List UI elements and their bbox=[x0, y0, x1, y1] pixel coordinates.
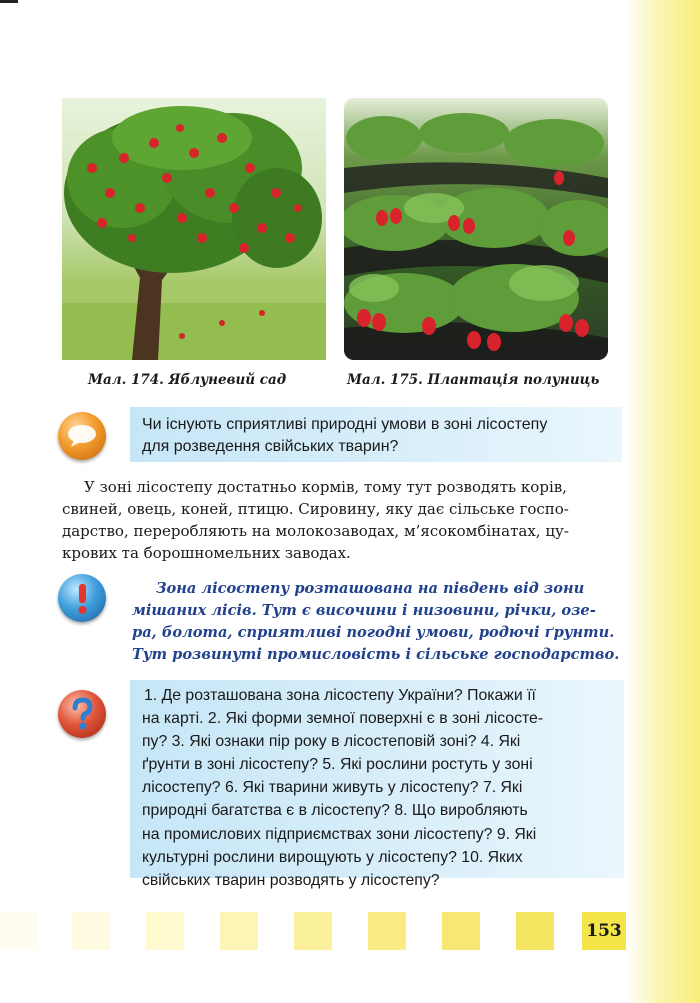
apple-orchard-photo bbox=[62, 98, 326, 360]
strawberry-plantation-photo bbox=[344, 98, 608, 360]
speech-bubble-icon bbox=[58, 412, 106, 460]
discussion-question-text bbox=[142, 414, 547, 458]
review-question-line: свійських тварин розводять у лісостепу? bbox=[142, 871, 440, 889]
paragraph-line: У зоні лісостепу достатньо кормів, тому тут розводять корів, bbox=[84, 478, 567, 496]
conclusion-line: Зона лісостепу розташована на південь від зони bbox=[156, 580, 585, 597]
decor-square bbox=[516, 912, 554, 950]
discussion-question-line: Чи існують сприятливі природні умови в зоні лісостепу bbox=[142, 416, 548, 433]
review-question-line: на промислових підприємствах зони лісостепу? 9. Які bbox=[142, 825, 537, 843]
discussion-question-line: для розведення свійських тварин? bbox=[142, 438, 399, 455]
review-question-line: на карті. 2. Які форми земної поверхні є в зоні лісосте- bbox=[142, 710, 544, 728]
decor-square bbox=[368, 912, 406, 950]
decor-square bbox=[72, 912, 110, 950]
review-question-line: пу? 3. Які ознаки пір року в лісостеповій зоні? 4. Які bbox=[142, 733, 521, 751]
conclusion-line: Тут розвинуті промисловість і сільське господарство. bbox=[132, 646, 620, 663]
paragraph-line: крових та борошномельних заводах. bbox=[62, 544, 351, 562]
paragraph-line: дарство, переробляють на молокозаводах, м’ясокомбінатах, цу- bbox=[62, 522, 569, 540]
page-number: 153 bbox=[582, 912, 626, 950]
review-question-line: лісостепу? 6. Які тварини живуть у лісостепу? 7. Які bbox=[142, 779, 523, 797]
conclusion-line: мішаних лісів. Тут є височини і низовини, річки, озе- bbox=[132, 602, 596, 619]
figure-175-caption: Мал. 175. Плантація полуниць bbox=[347, 372, 600, 388]
question-mark-icon bbox=[58, 690, 106, 738]
decor-square bbox=[146, 912, 184, 950]
review-questions-text bbox=[142, 684, 543, 892]
review-question-line: 1. Де розташована зона лісостепу України? Покажи її bbox=[144, 687, 536, 704]
decor-square bbox=[0, 912, 38, 950]
decor-square bbox=[220, 912, 258, 950]
conclusion-line: ра, болота, сприятливі погодні умови, родючі ґрунти. bbox=[132, 624, 615, 641]
review-question-line: ґрунти в зоні лісостепу? 5. Які рослини ростуть у зоні bbox=[142, 756, 533, 774]
body-paragraph bbox=[62, 476, 622, 564]
figure-174-caption: Мал. 174. Яблуневий сад bbox=[88, 372, 287, 388]
corner-mark bbox=[0, 0, 18, 3]
paragraph-line: свиней, овець, коней, птицю. Сировину, яку дає сільське госпо- bbox=[62, 500, 569, 518]
exclamation-icon bbox=[58, 574, 106, 622]
decor-square bbox=[442, 912, 480, 950]
page-edge-strip bbox=[626, 0, 700, 1003]
review-question-line: культурні рослини вирощують у лісостепу? 10. Яких bbox=[142, 848, 523, 866]
conclusion-text bbox=[132, 578, 624, 666]
review-question-line: природні багатства є в лісостепу? 8. Що виробляють bbox=[142, 802, 528, 820]
decor-square bbox=[294, 912, 332, 950]
